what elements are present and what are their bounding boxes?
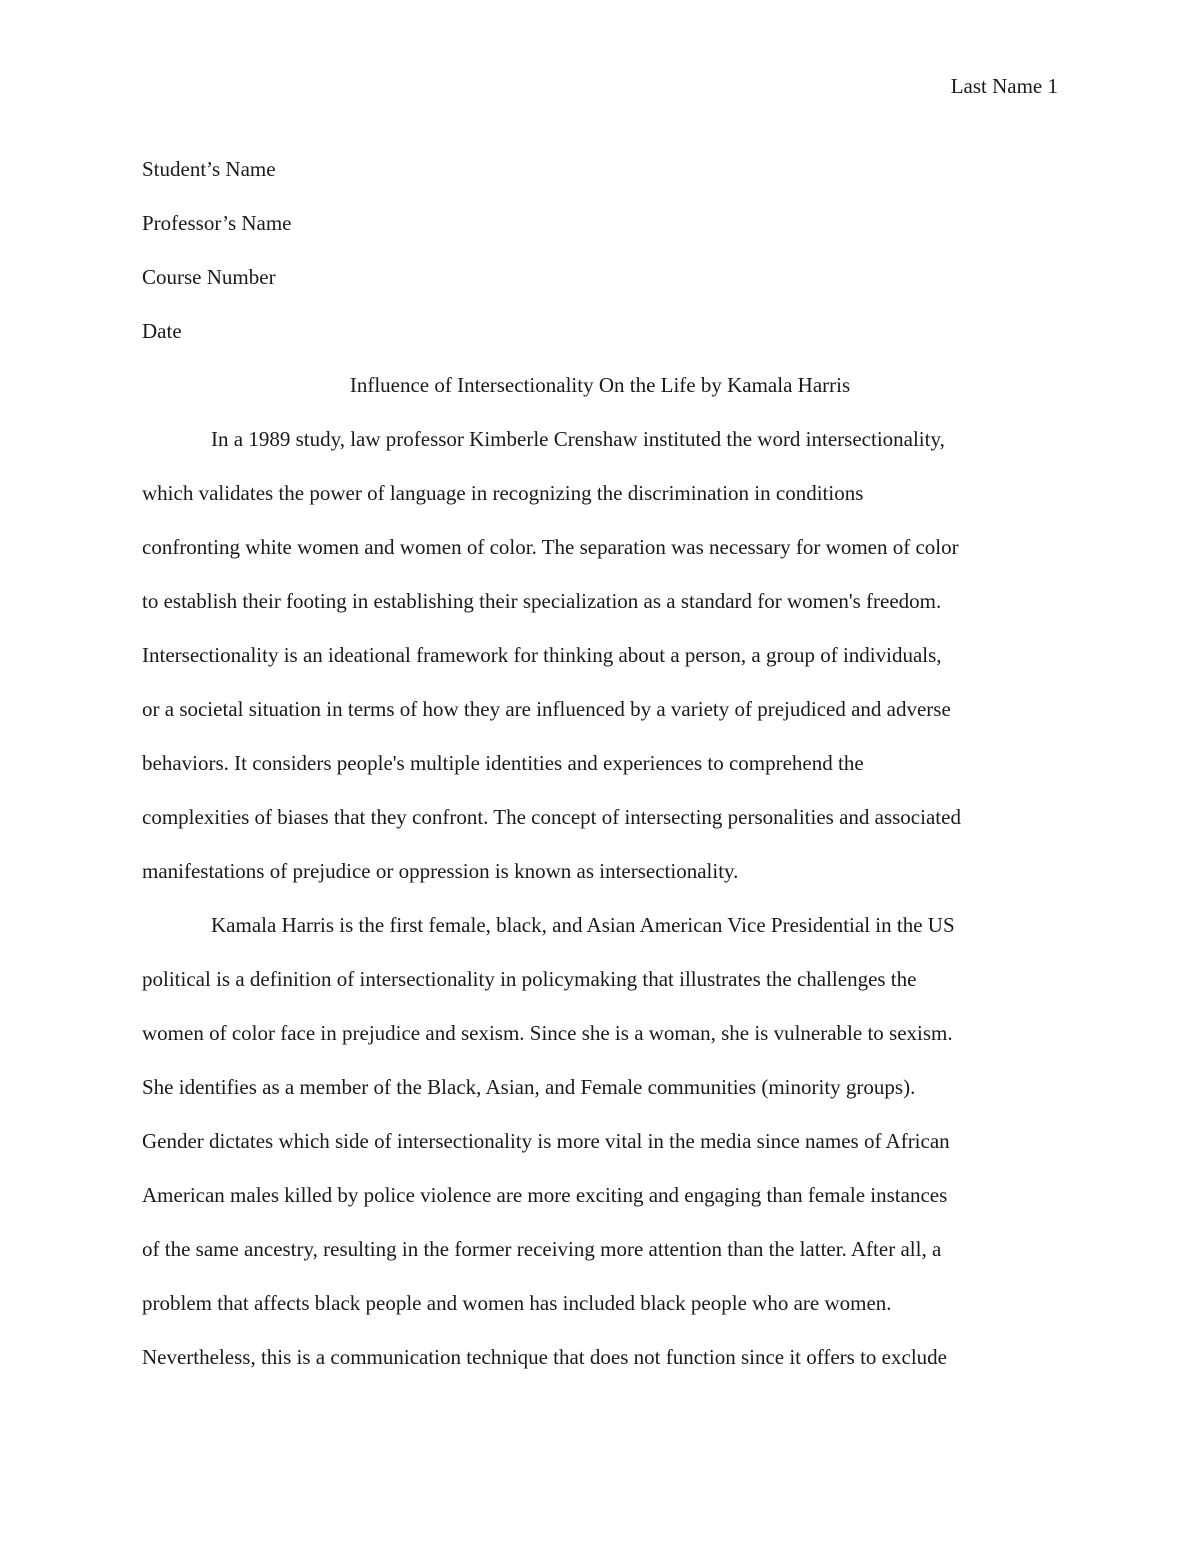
paragraph-line: Gender dictates which side of intersectionality is more vital in the media since names of African (142, 1129, 950, 1153)
paragraph-1 (142, 412, 1058, 898)
date: Date (142, 319, 182, 343)
paragraph-line: which validates the power of language in recognizing the discrimination in conditions (142, 481, 864, 505)
paragraph-line: Intersectionality is an ideational framework for thinking about a person, a group of individuals, (142, 643, 942, 667)
paragraph-line: behaviors. It considers people's multiple identities and experiences to comprehend the (142, 751, 864, 775)
paragraph-line: Nevertheless, this is a communication technique that does not function since it offers to exclude (142, 1345, 947, 1369)
paragraph-line: or a societal situation in terms of how they are influenced by a variety of prejudiced and adverse (142, 697, 951, 721)
paragraph-line: Kamala Harris is the first female, black, and Asian American Vice Presidential in the US (211, 913, 955, 937)
paragraph-line: In a 1989 study, law professor Kimberle Crenshaw instituted the word intersectionality, (211, 427, 945, 451)
paragraph-line: problem that affects black people and women has included black people who are women. (142, 1291, 892, 1315)
paragraph-line: American males killed by police violence are more exciting and engaging than female instances (142, 1183, 948, 1207)
paragraph-line: of the same ancestry, resulting in the former receiving more attention than the latter. After all, a (142, 1237, 942, 1261)
course-number: Course Number (142, 265, 276, 289)
paragraph-line: political is a definition of intersectionality in policymaking that illustrates the challenges the (142, 967, 917, 991)
paragraph-2 (142, 898, 1058, 1384)
paragraph-line: to establish their footing in establishing their specialization as a standard for women's freedom. (142, 589, 942, 613)
paragraph-line: She identifies as a member of the Black, Asian, and Female communities (minority groups). (142, 1075, 916, 1099)
paragraph-line: complexities of biases that they confront. The concept of intersecting personalities and associated (142, 805, 961, 829)
document-body (142, 142, 1058, 1384)
running-head: Last Name 1 (950, 74, 1058, 98)
essay-title: Influence of Intersectionality On the Life by Kamala Harris (349, 373, 851, 397)
professor-name: Professor’s Name (142, 211, 292, 235)
paragraph-line: manifestations of prejudice or oppression is known as intersectionality. (142, 859, 739, 883)
paragraph-line: women of color face in prejudice and sexism. Since she is a woman, she is vulnerable to sexism. (142, 1021, 953, 1045)
paragraph-line: confronting white women and women of color. The separation was necessary for women of color (142, 535, 959, 559)
student-name: Student’s Name (142, 157, 276, 181)
